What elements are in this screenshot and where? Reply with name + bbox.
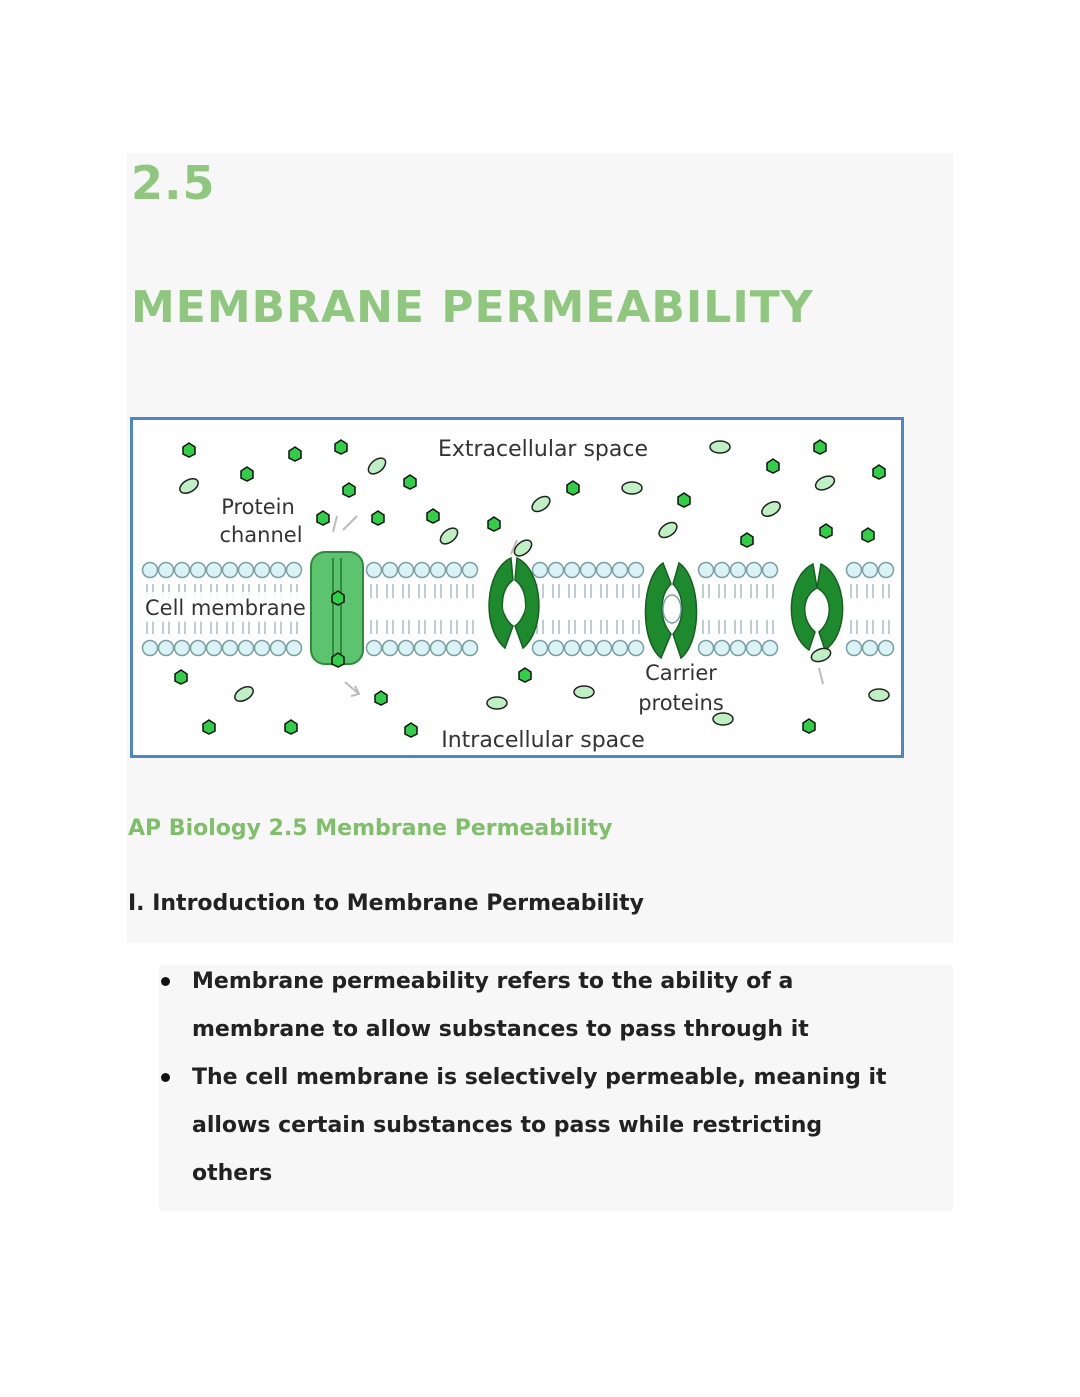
lipid-head	[731, 563, 746, 578]
lipid-head	[383, 563, 398, 578]
bullet-line: others	[192, 1161, 273, 1186]
oval-molecule	[232, 684, 255, 704]
lipid-head	[399, 641, 414, 656]
protein-channel-label: Protein	[221, 495, 295, 519]
lipid-head	[747, 641, 762, 656]
lipid-head	[565, 563, 580, 578]
lipid-head	[207, 641, 222, 656]
lipid-head	[533, 641, 548, 656]
solute-molecule	[767, 459, 779, 473]
lipid-head	[399, 563, 414, 578]
bullet-line: allows certain substances to pass while restricting	[192, 1113, 823, 1138]
lipid-head	[207, 563, 222, 578]
oval-molecule	[529, 493, 552, 514]
solute-molecule	[567, 481, 579, 495]
solute-molecule	[332, 591, 344, 605]
solute-molecule	[289, 447, 301, 461]
lipid-head	[463, 563, 478, 578]
solute-molecule	[332, 653, 344, 667]
lipid-head	[699, 641, 714, 656]
solute-molecule	[183, 443, 195, 457]
bullet-line: The cell membrane is selectively permeable, meaning it	[192, 1065, 887, 1090]
lipid-head	[879, 563, 894, 578]
solute-molecule	[317, 511, 329, 525]
lipid-head	[159, 641, 174, 656]
oval-molecule	[365, 455, 388, 477]
lipid-head	[383, 641, 398, 656]
lipid-head	[367, 641, 382, 656]
lipid-head	[159, 563, 174, 578]
lipid-head	[629, 641, 644, 656]
lipid-head	[581, 641, 596, 656]
oval-molecule	[869, 689, 889, 701]
solute-molecule	[175, 670, 187, 684]
lipid-head	[447, 563, 462, 578]
lipid-head	[271, 641, 286, 656]
solute-molecule	[803, 719, 815, 733]
lipid-head	[415, 641, 430, 656]
lipid-head	[271, 563, 286, 578]
lipid-head	[255, 563, 270, 578]
carrier-proteins-label: Carrier	[645, 661, 717, 685]
lipid-head	[175, 641, 190, 656]
lipid-head	[191, 641, 206, 656]
bullet-item	[159, 1054, 939, 1198]
lipid-head	[447, 641, 462, 656]
lipid-head	[863, 563, 878, 578]
carrier-protein	[645, 563, 696, 658]
solute-molecule	[335, 440, 347, 454]
lipid-head	[143, 641, 158, 656]
solute-molecule	[814, 440, 826, 454]
lipid-head	[239, 563, 254, 578]
membrane-diagram	[130, 417, 904, 758]
bullet-list	[159, 958, 939, 1198]
lipid-head	[549, 641, 564, 656]
lipid-head	[287, 641, 302, 656]
lipid-head	[613, 641, 628, 656]
lipid-head	[847, 563, 862, 578]
solute-molecule	[427, 509, 439, 523]
solute-molecule	[375, 691, 387, 705]
extracellular-label: Extracellular space	[437, 437, 649, 462]
lipid-head	[747, 563, 762, 578]
solute-molecule	[372, 511, 384, 525]
lipid-head	[597, 563, 612, 578]
solute-molecule	[519, 668, 531, 682]
solute-molecule	[488, 517, 500, 531]
oval-molecule	[813, 473, 836, 492]
protein-channel-label: channel	[219, 523, 303, 547]
oval-molecule	[487, 697, 507, 709]
intracellular-label: Intracellular space	[441, 728, 645, 753]
lipid-head	[699, 563, 714, 578]
solute-molecule	[862, 528, 874, 542]
lipid-head	[597, 641, 612, 656]
lipid-head	[223, 641, 238, 656]
lipid-head	[143, 563, 158, 578]
lipid-head	[715, 641, 730, 656]
lipid-head	[223, 563, 238, 578]
solute-molecule	[241, 467, 253, 481]
lipid-head	[533, 563, 548, 578]
oval-molecule	[177, 476, 200, 496]
lipid-head	[879, 641, 894, 656]
bullet-line: Membrane permeability refers to the ability of a	[192, 969, 794, 994]
solute-molecule	[203, 720, 215, 734]
section-number: 2.5	[131, 156, 216, 210]
lipid-head	[463, 641, 478, 656]
lipid-head	[367, 563, 382, 578]
oval-molecule	[437, 525, 460, 547]
solute-molecule	[741, 533, 753, 547]
lipid-head	[549, 563, 564, 578]
lipid-head	[613, 563, 628, 578]
lipid-head	[239, 641, 254, 656]
lipid-head	[191, 563, 206, 578]
solute-molecule	[343, 483, 355, 497]
lipid-head	[255, 641, 270, 656]
solute-molecule	[873, 465, 885, 479]
oval-molecule	[622, 482, 642, 494]
oval-molecule	[759, 499, 782, 519]
solute-molecule	[405, 723, 417, 737]
lipid-head	[847, 641, 862, 656]
document-subtitle: AP Biology 2.5 Membrane Permeability	[128, 816, 613, 841]
oval-molecule	[710, 441, 730, 453]
solute-molecule	[285, 720, 297, 734]
lipid-head	[731, 641, 746, 656]
oval-molecule	[656, 519, 679, 540]
carrier-protein	[489, 558, 539, 648]
lipid-head	[415, 563, 430, 578]
solute-molecule	[404, 475, 416, 489]
section-heading: I. Introduction to Membrane Permeability	[128, 891, 645, 916]
lipid-head	[431, 563, 446, 578]
lipid-head	[175, 563, 190, 578]
lipid-head	[565, 641, 580, 656]
oval-molecule	[574, 686, 594, 698]
carrier-protein	[791, 564, 842, 650]
lipid-head	[431, 641, 446, 656]
oval-molecule	[810, 646, 833, 664]
solute-molecule	[820, 524, 832, 538]
lipid-head	[629, 563, 644, 578]
bullet-item	[159, 958, 939, 1054]
lipid-head	[581, 563, 596, 578]
bullet-dot	[161, 977, 170, 986]
lipid-head	[863, 641, 878, 656]
lipid-head	[763, 563, 778, 578]
lipid-head	[763, 641, 778, 656]
lipid-head	[715, 563, 730, 578]
page-title: MEMBRANE PERMEABILITY	[131, 282, 814, 333]
oval-molecule	[511, 537, 534, 559]
solute-molecule	[678, 493, 690, 507]
bullet-dot	[161, 1073, 170, 1082]
bullet-line: membrane to allow substances to pass through it	[192, 1017, 809, 1042]
protein-channel	[311, 552, 363, 664]
lipid-head	[287, 563, 302, 578]
cell-membrane-label: Cell membrane	[145, 596, 306, 620]
carrier-proteins-label: proteins	[638, 691, 724, 715]
